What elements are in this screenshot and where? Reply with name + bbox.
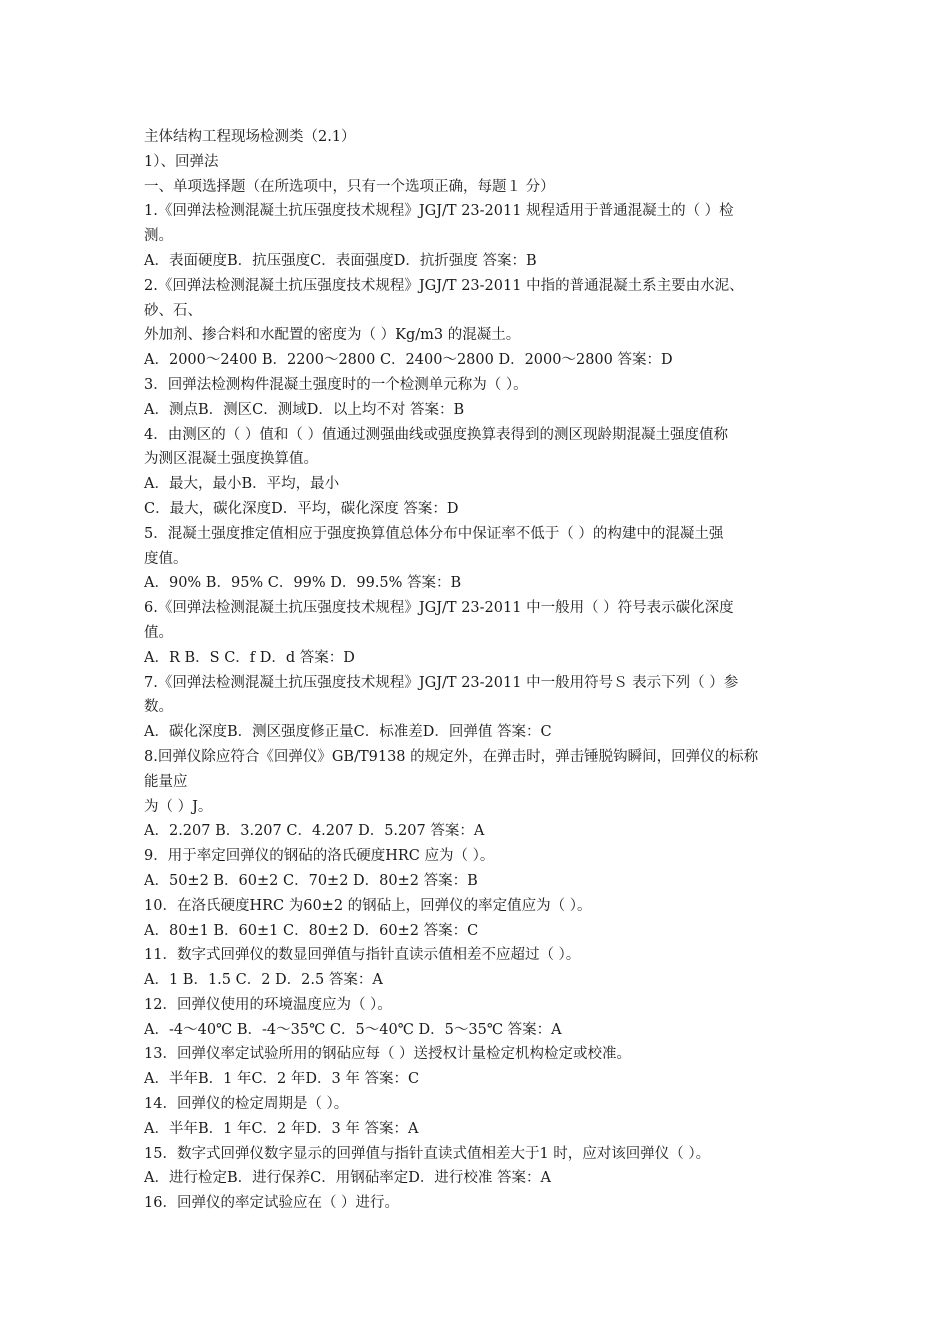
answer-line: A．90% B．95% C．99% D．99.5% 答案：B xyxy=(144,575,462,592)
question-line: 砂、石、 xyxy=(144,302,202,319)
question-line: 7.《回弹法检测混凝土抗压强度技术规程》JGJ/T 23-2011 中一般用符号Ｓ 表示下列（ ）参 xyxy=(144,674,739,691)
question-line: 9．用于率定回弹仪的钢砧的洛氏硬度HRC 应为（ ）。 xyxy=(144,848,495,865)
question-line: 度值。 xyxy=(144,550,188,567)
answer-line: A．测点B．测区C．测域D．以上均不对 答案：B xyxy=(144,401,465,418)
question-line: 16．回弹仪的率定试验应在（ ）进行。 xyxy=(144,1195,400,1212)
answer-line: A．碳化深度B．测区强度修正量C．标准差D．回弹值 答案：C xyxy=(144,724,552,741)
question-line: 2.《回弹法检测混凝土抗压强度技术规程》JGJ/T 23-2011 中指的普通混凝土系主要由水泥、 xyxy=(144,277,744,294)
question-line: 为测区混凝土强度换算值。 xyxy=(144,451,318,468)
section-heading: 1）、回弹法 xyxy=(144,153,219,170)
question-line: 测。 xyxy=(144,228,173,245)
answer-line: A．半年B．1 年C．2 年D．3 年 答案：A xyxy=(144,1120,419,1137)
question-line: 11．数字式回弹仪的数显回弹值与指针直读示值相差不应超过（ ）。 xyxy=(144,947,581,964)
answer-line: A．表面硬度B．抗压强度C．表面强度D．抗折强度 答案：B xyxy=(144,252,537,269)
question-line: 5．混凝土强度推定值相应于强度换算值总体分布中保证率不低于（ ）的构建中的混凝土强 xyxy=(144,525,724,542)
answer-line: A．2.207 B．3.207 C．4.207 D．5.207 答案：A xyxy=(144,823,485,840)
question-line: 13．回弹仪率定试验所用的钢砧应每（ ）送授权计量检定机构检定或校准。 xyxy=(144,1046,632,1063)
question-line: 外加剂、掺合料和水配置的密度为（ ）Kg/m3 的混凝土。 xyxy=(144,327,521,344)
question-line: 10．在洛氏硬度HRC 为60±2 的钢砧上，回弹仪的率定值应为（ ）。 xyxy=(144,897,592,914)
answer-line: A．R B．S C．f D．d 答案：D xyxy=(144,649,355,666)
answer-line: C．最大，碳化深度D．平均，碳化深度 答案：D xyxy=(144,500,459,517)
answer-line: A．最大，最小B．平均，最小 xyxy=(144,476,340,493)
document-title: 主体结构工程现场检测类（2.1） xyxy=(144,129,356,145)
question-line: 12．回弹仪使用的环境温度应为（ ）。 xyxy=(144,996,392,1013)
answer-line: A．半年B．1 年C．2 年D．3 年 答案：C xyxy=(144,1071,420,1088)
question-line: 3．回弹法检测构件混凝土强度时的一个检测单元称为（ ）。 xyxy=(144,376,528,393)
question-line: 能量应 xyxy=(144,773,188,790)
question-line: 6.《回弹法检测混凝土抗压强度技术规程》JGJ/T 23-2011 中一般用（ ）符号表示碳化深度 xyxy=(144,600,734,617)
answer-line: A．-4～40℃ B．-4～35℃ C．5～40℃ D．5～35℃ 答案：A xyxy=(144,1021,562,1038)
question-type-heading: 一、单项选择题（在所选项中，只有一个选项正确，每题１ 分） xyxy=(144,178,555,195)
question-line: 15．数字式回弹仪数字显示的回弹值与指针直读式值相差大于1 时，应对该回弹仪（ ）。 xyxy=(144,1145,711,1162)
question-line: 数。 xyxy=(144,699,173,716)
answer-line: A．80±1 B．60±1 C．80±2 D．60±2 答案：C xyxy=(144,922,479,939)
question-line: 值。 xyxy=(144,624,173,641)
question-line: 4．由测区的（ ）值和（ ）值通过测强曲线或强度换算表得到的测区现龄期混凝土强度值称 xyxy=(144,426,728,443)
question-line: 8.回弹仪除应符合《回弹仪》GB/T9138 的规定外，在弹击时，弹击锤脱钩瞬间，回弹仪的标称 xyxy=(144,748,759,765)
question-line: 1.《回弹法检测混凝土抗压强度技术规程》JGJ/T 23-2011 规程适用于普通混凝土的（ ）检 xyxy=(144,203,734,220)
answer-line: A．进行检定B．进行保养C．用钢砧率定D．进行校准 答案：A xyxy=(144,1170,551,1187)
question-line: 为（ ）J。 xyxy=(144,798,213,815)
answer-line: A．50±2 B．60±2 C．70±2 D．80±2 答案：B xyxy=(144,872,478,889)
question-line: 14．回弹仪的检定周期是（ ）。 xyxy=(144,1096,349,1113)
answer-line: A．2000～2400 B．2200～2800 C．2400～2800 D．2000～2800 答案：D xyxy=(144,352,673,369)
document-body xyxy=(144,125,824,1216)
answer-line: A．1 B．1.5 C．2 D．2.5 答案：A xyxy=(144,972,383,989)
